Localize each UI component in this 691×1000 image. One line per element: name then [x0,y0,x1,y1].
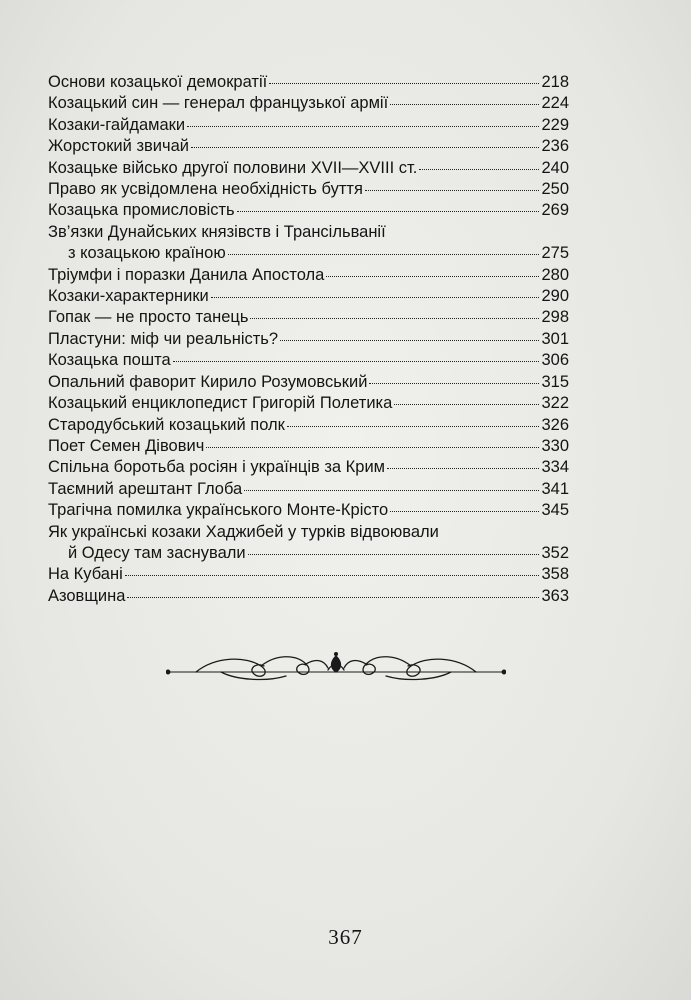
toc-entry-page: 322 [541,394,569,413]
toc-entry [48,115,569,136]
dot-leader [287,426,540,427]
toc-entry-page: 358 [541,565,569,584]
toc-entry-title: Стародубський козацький полк [48,415,285,434]
toc-entry-page: 236 [541,137,569,156]
dot-leader [211,297,540,298]
dot-leader [248,554,540,555]
toc-entry-title: Козацький син — генерал французької армії [48,94,389,113]
toc-entry-page: 315 [541,372,569,391]
toc-entry-title: Пластуни: міф чи реальність? [48,329,279,348]
toc-entry-page: 352 [541,543,569,562]
dot-leader [326,276,539,277]
dot-leader [125,575,540,576]
toc-entry-page: 290 [541,287,569,306]
dot-leader [365,190,540,191]
dot-leader [387,468,539,469]
table-of-contents [48,72,569,607]
toc-entry-page: 334 [541,458,569,477]
decorative-flourish-icon [166,650,506,686]
toc-entry [48,158,569,179]
dot-leader [187,126,539,127]
dot-leader [173,361,540,362]
toc-entry [48,586,569,607]
dot-leader [369,383,539,384]
toc-entry-multiline [48,222,569,265]
toc-entry-title: Таємний арештант Глоба [48,479,243,498]
toc-entry [48,415,569,436]
dot-leader [127,597,539,598]
toc-entry-title: Козацька промисловість [48,201,235,220]
toc-entry [48,393,569,414]
toc-entry-title: Спільна боротьба росіян і українців за Крим [48,458,386,477]
toc-entry [48,265,569,286]
toc-entry-title-line2: й Одесу там заснували [68,543,246,562]
toc-entry [48,93,569,114]
toc-entry [48,179,569,200]
toc-entry-title: Азовщина [48,586,126,605]
toc-entry [48,479,569,500]
toc-entry-multiline [48,522,569,565]
toc-entry-page: 326 [541,415,569,434]
toc-entry-page: 275 [541,244,569,263]
toc-entry-title: Козацький енциклопедист Григорій Полетика [48,394,393,413]
toc-entry-page: 363 [541,586,569,605]
toc-entry-title: Козаки-гайдамаки [48,115,186,134]
toc-entry [48,329,569,350]
toc-entry-page: 250 [541,180,569,199]
dot-leader [419,169,539,170]
toc-entry-title-line2: з козацькою країною [68,244,226,263]
toc-entry-title: Поет Семен Дівович [48,436,205,455]
toc-entry-page: 218 [541,73,569,91]
toc-entry-title: Жорстокий звичай [48,137,189,156]
toc-entry-page: 229 [541,115,569,134]
toc-entry-page: 298 [541,308,569,327]
toc-entry [48,500,569,521]
dot-leader [394,404,539,405]
toc-entry [48,136,569,157]
toc-entry-title: Тріумфи і поразки Данила Апостола [48,265,325,284]
toc-entry-title: Опальний фаворит Кирило Розумовський [48,372,368,391]
dot-leader [250,318,539,319]
dot-leader [206,447,539,448]
dot-leader [390,104,539,105]
toc-entry-title: Козацьке військо другої половини XVII—XVIII ст. [48,158,418,177]
toc-entry [48,200,569,221]
toc-entry-title: Козаки-характерники [48,287,209,306]
toc-entry-title: Трагічна помилка українського Монте-Крісто [48,501,389,520]
toc-entry-title: Основи козацької демократії [48,73,268,91]
toc-entry-page: 345 [541,501,569,520]
dot-leader [390,511,539,512]
toc-entry [48,372,569,393]
toc-entry-title-line1: Зв’язки Дунайських князівств і Трансільванії [48,222,386,241]
toc-entry-page: 240 [541,158,569,177]
toc-entry-page: 306 [541,351,569,370]
toc-entry [48,564,569,585]
toc-entry-page: 330 [541,436,569,455]
dot-leader [228,254,540,255]
toc-entry-page: 224 [541,94,569,113]
toc-entry-page: 341 [541,479,569,498]
dot-leader [191,147,539,148]
toc-entry-title: Право як усвідомлена необхідність буття [48,180,363,199]
toc-entry [48,457,569,478]
toc-entry [48,436,569,457]
toc-entry [48,350,569,371]
toc-entry-title: Козацька пошта [48,351,171,370]
page-number: 367 [328,925,363,949]
toc-entry-page: 301 [541,329,569,348]
toc-entry [48,286,569,307]
toc-entry-title: Гопак — не просто танець [48,308,249,327]
toc-entry [48,307,569,328]
dot-leader [269,83,539,84]
toc-entry-page: 280 [541,265,569,284]
toc-entry [48,72,569,93]
toc-entry-title-line1: Як українські козаки Хаджибей у турків відвоювали [48,522,439,541]
dot-leader [280,340,539,341]
dot-leader [244,490,539,491]
toc-entry-page: 269 [541,201,569,220]
dot-leader [237,211,540,212]
toc-entry-title: На Кубані [48,565,123,584]
